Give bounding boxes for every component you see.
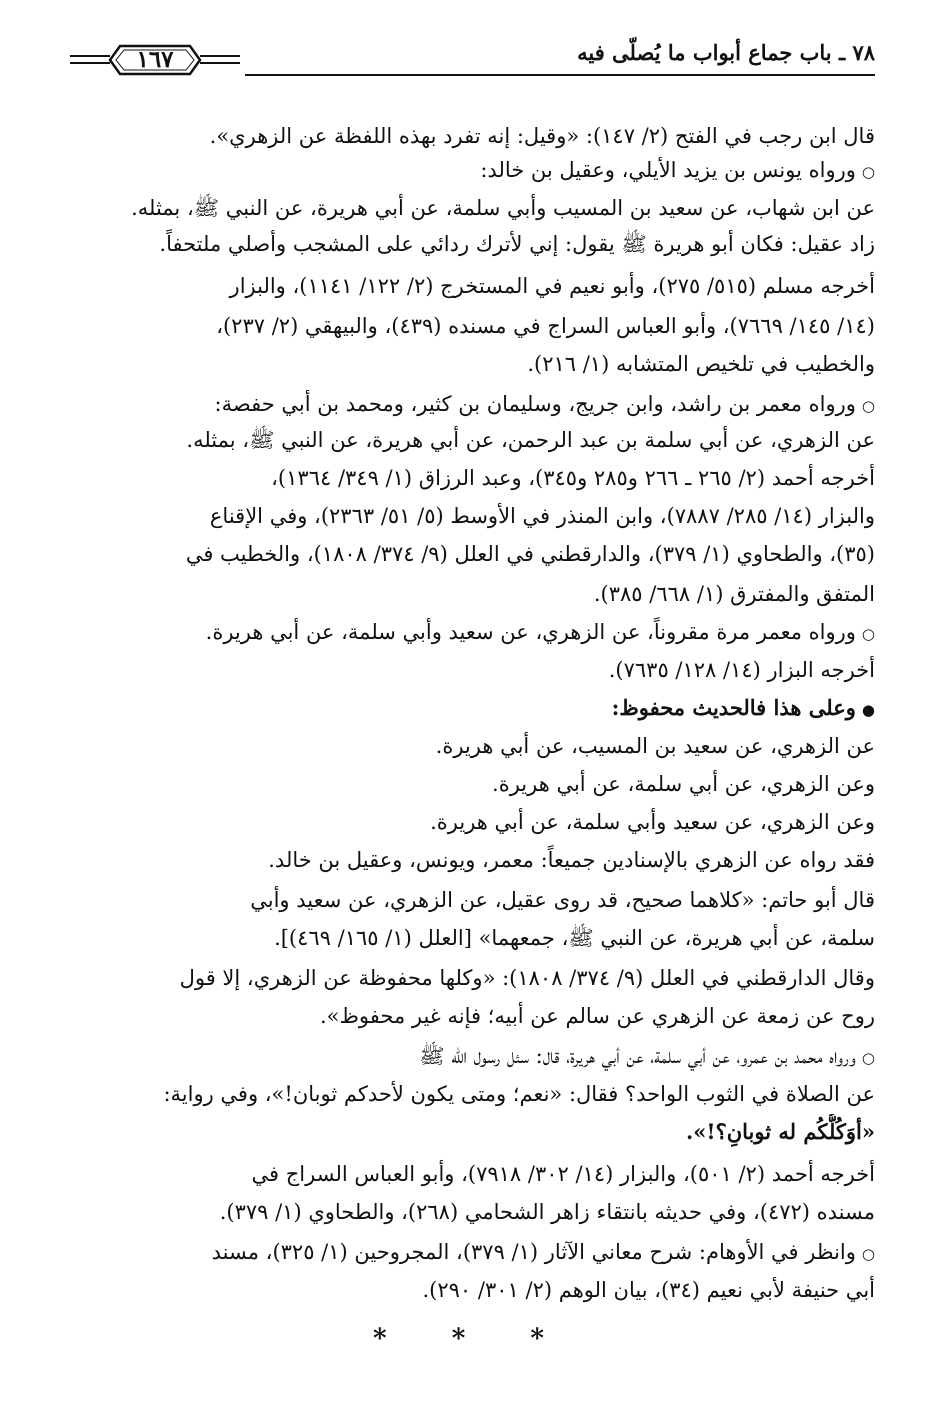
- text-line: (١٤/ ١٤٥/ ٧٦٦٩)، وأبو العباس السراج في مسنده (٤٣٩)، والبيهقي (٢/ ٢٣٧)،: [216, 314, 875, 338]
- open-circle-icon: ○: [861, 625, 875, 643]
- filled-circle-icon: ●: [861, 701, 875, 719]
- text-line: قال ابن رجب في الفتح (٢/ ١٤٧): «وقيل: إنه تفرد بهذه اللفظة عن الزهري».: [209, 124, 875, 148]
- text-line: روح عن زمعة عن الزهري عن سالم عن أبيه؛ فإنه غير محفوظ».: [319, 1004, 875, 1028]
- page-number-frame: [70, 42, 240, 78]
- text-line: ○ورواه معمر مرة مقروناً، عن الزهري، عن سعيد وأبي سلمة، عن أبي هريرة.: [70, 614, 875, 650]
- text-line: ○وانظر في الأوهام: شرح معاني الآثار (١/ ٣٧٩)، المجروحين (١/ ٣٢٥)، مسند: [70, 1234, 875, 1270]
- open-circle-icon: ○: [861, 1245, 875, 1263]
- text-line: عن ابن شهاب، عن سعيد بن المسيب وأبي سلمة، عن أبي هريرة، عن النبي ﷺ، بمثله.: [131, 196, 875, 220]
- text-line: سلمة، عن أبي هريرة، عن النبي ﷺ، جمعهما» [العلل (١/ ١٦٥/ ٤٦٩)].: [274, 926, 875, 950]
- text-line: وعن الزهري، عن سعيد وأبي سلمة، عن أبي هريرة.: [430, 810, 875, 834]
- text-line: فقد رواه عن الزهري بالإسنادين جميعاً: معمر، ويونس، وعقيل بن خالد.: [268, 848, 875, 872]
- open-circle-icon: ○: [861, 163, 875, 181]
- text-line: أخرجه مسلم (٥١٥/ ٢٧٥)، وأبو نعيم في المستخرج (٢/ ١٢٢/ ١١٤١)، والبزار: [229, 274, 875, 298]
- section-separator: * * *: [373, 1324, 572, 1354]
- page-number: ١٦٧: [136, 46, 174, 73]
- open-circle-icon: ○: [861, 397, 875, 415]
- text-line: زاد عقيل: فكان أبو هريرة ﷺ يقول: إني لأترك ردائي على المشجب وأصلي ملتحفاً.: [159, 232, 875, 256]
- text-line: (٣٥)، والطحاوي (١/ ٣٧٩)، والدارقطني في العلل (٩/ ٣٧٤/ ١٨٠٨)، والخطيب في: [185, 542, 875, 566]
- text-line: «أوَكُلُّكُم له ثوبانِ؟!».: [685, 1119, 875, 1144]
- text-line: والبزار (١٤/ ٢٨٥/ ٧٨٨٧)، وابن المنذر في الأوسط (٥/ ٥١/ ٢٣٦٣)، وفي الإقناع: [209, 504, 875, 528]
- book-page: [70, 40, 875, 1380]
- text-line: قال أبو حاتم: «كلاهما صحيح، قد روى عقيل، عن الزهري، عن سعيد وأبي: [250, 888, 875, 912]
- text-line: ●وعلى هذا فالحديث محفوظ:: [70, 690, 875, 726]
- text-line: أبي حنيفة لأبي نعيم (٣٤)، بيان الوهم (٢/ ٣٠١/ ٢٩٠).: [422, 1278, 875, 1302]
- text-line: أخرجه أحمد (٢/ ٢٦٥ ـ ٢٦٦ و٢٨٥ و٣٤٥)، وعبد الرزاق (١/ ٣٤٩/ ١٣٦٤)،: [271, 466, 875, 490]
- text-line: المتفق والمفترق (١/ ٦٦٨/ ٣٨٥).: [593, 582, 875, 606]
- text-line: مسنده (٤٧٢)، وفي حديثه بانتقاء زاهر الشحامي (٢٦٨)، والطحاوي (١/ ٣٧٩).: [219, 1200, 875, 1224]
- header-rule: [245, 74, 875, 76]
- running-header: [70, 40, 875, 80]
- chapter-title: ٧٨ ـ باب جماع أبواب ما يُصلّى فيه: [577, 40, 875, 65]
- text-line: ○ورواه يونس بن يزيد الأيلي، وعقيل بن خالد:: [70, 152, 875, 188]
- text-line: عن الزهري، عن سعيد بن المسيب، عن أبي هريرة.: [435, 734, 875, 758]
- text-line: وعن الزهري، عن أبي سلمة، عن أبي هريرة.: [492, 772, 875, 796]
- text-line: عن الزهري، عن أبي سلمة بن عبد الرحمن، عن أبي هريرة، عن النبي ﷺ، بمثله.: [186, 428, 875, 452]
- text-line: عن الصلاة في الثوب الواحد؟ فقال: «نعم؛ ومتى يكون لأحدكم ثوبان!»، وفي رواية:: [163, 1082, 875, 1106]
- text-line: وقال الدارقطني في العلل (٩/ ٣٧٤/ ١٨٠٨): «وكلها محفوظة عن الزهري، إلا قول: [179, 966, 875, 990]
- text-line: أخرجه البزار (١٤/ ١٢٨/ ٧٦٣٥).: [608, 658, 875, 682]
- text-line: ○ورواه معمر بن راشد، وابن جريج، وسليمان بن كثير، ومحمد بن أبي حفصة:: [70, 386, 875, 422]
- text-line: ○ورواه محمد بن عمرو، عن أبي سلمة، عن أبي هريرة، قال: سئل رسول الله ﷺ: [70, 1038, 875, 1074]
- open-circle-icon: ○: [861, 1049, 875, 1067]
- text-line: والخطيب في تلخيص المتشابه (١/ ٢١٦).: [527, 352, 875, 376]
- text-line: أخرجه أحمد (٢/ ٥٠١)، والبزار (١٤/ ٣٠٢/ ٧٩١٨)، وأبو العباس السراج في: [251, 1162, 875, 1186]
